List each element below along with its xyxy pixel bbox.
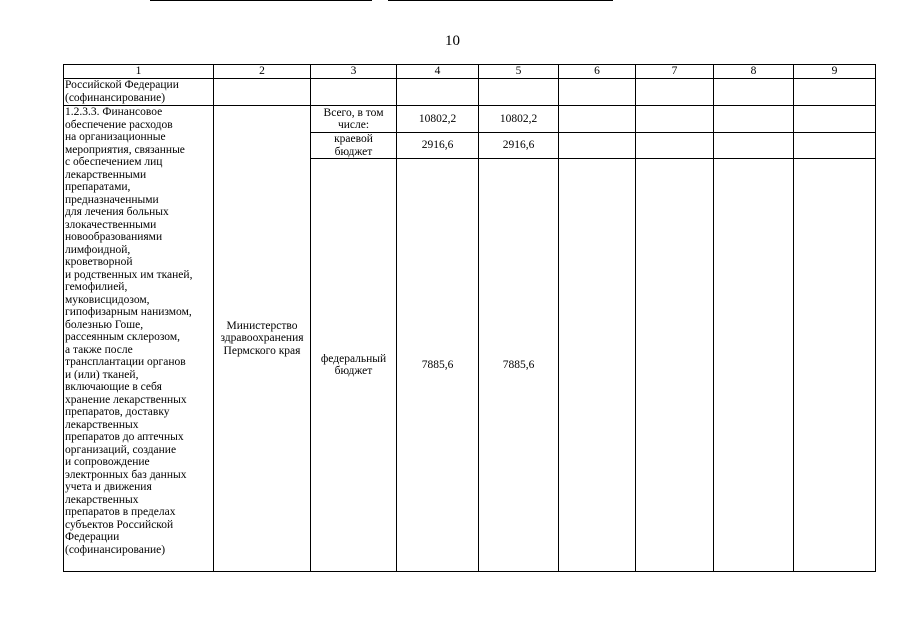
carryover-description: Российской Федерации (софинансирование): [64, 79, 214, 106]
empty-cell: [559, 159, 636, 572]
empty-cell: [636, 159, 714, 572]
top-rule-left: [150, 0, 372, 1]
column-number-row: [64, 65, 876, 79]
empty-cell: [559, 106, 636, 133]
empty-cell: [479, 79, 559, 106]
empty-cell: [397, 79, 479, 106]
column-number: 2: [214, 65, 311, 79]
amount-col5: 7885,6: [479, 159, 559, 572]
column-number: 3: [311, 65, 397, 79]
empty-cell: [559, 79, 636, 106]
amount-col4: 7885,6: [397, 159, 479, 572]
amount-col5: 2916,6: [479, 133, 559, 159]
funding-source-federal: федеральный бюджет: [311, 159, 397, 572]
empty-cell: [714, 133, 794, 159]
empty-cell: [311, 79, 397, 106]
amount-col5: 10802,2: [479, 106, 559, 133]
budget-table: [63, 64, 876, 572]
empty-cell: [636, 79, 714, 106]
empty-cell: [794, 79, 876, 106]
top-rule-right: [388, 0, 613, 1]
empty-cell: [214, 79, 311, 106]
column-number: 6: [559, 65, 636, 79]
empty-cell: [794, 106, 876, 133]
column-number: 5: [479, 65, 559, 79]
funding-source-regional: краевой бюджет: [311, 133, 397, 159]
item-description: 1.2.3.3. Финансовое обеспечение расходов на организационные мероприятия, связанные с обеспечением лиц лекарственными препаратами, предназначенными для лечения больных злокачественными новообразованиями лимфоидной, кроветворной и родственных им тканей, гемофилией, муковисцидозом, гипофизарным нанизмом, болезнью Гоше, рассеянным склерозом, а также после трансплантации органов и (или) тканей, включающие в себя хранение лекарственных препаратов, доставку лекарственных препаратов до аптечных организаций, создание и сопровождение электронных баз данных учета и движения лекарственных препаратов в пределах субъектов Российской Федерации (софинансирование): [64, 106, 214, 572]
column-number: 4: [397, 65, 479, 79]
page-number: 10: [445, 33, 460, 49]
empty-cell: [714, 159, 794, 572]
empty-cell: [636, 106, 714, 133]
empty-cell: [794, 133, 876, 159]
empty-cell: [636, 133, 714, 159]
amount-col4: 2916,6: [397, 133, 479, 159]
empty-cell: [714, 79, 794, 106]
responsible-executor: Министерство здравоохранения Пермского края: [214, 106, 311, 572]
subrow-total: [64, 106, 876, 133]
column-number: 1: [64, 65, 214, 79]
empty-cell: [794, 159, 876, 572]
empty-cell: [559, 133, 636, 159]
column-number: 8: [714, 65, 794, 79]
funding-source-total: Всего, в том числе:: [311, 106, 397, 133]
empty-cell: [714, 106, 794, 133]
amount-col4: 10802,2: [397, 106, 479, 133]
column-number: 7: [636, 65, 714, 79]
column-number: 9: [794, 65, 876, 79]
carryover-row: [64, 79, 876, 106]
